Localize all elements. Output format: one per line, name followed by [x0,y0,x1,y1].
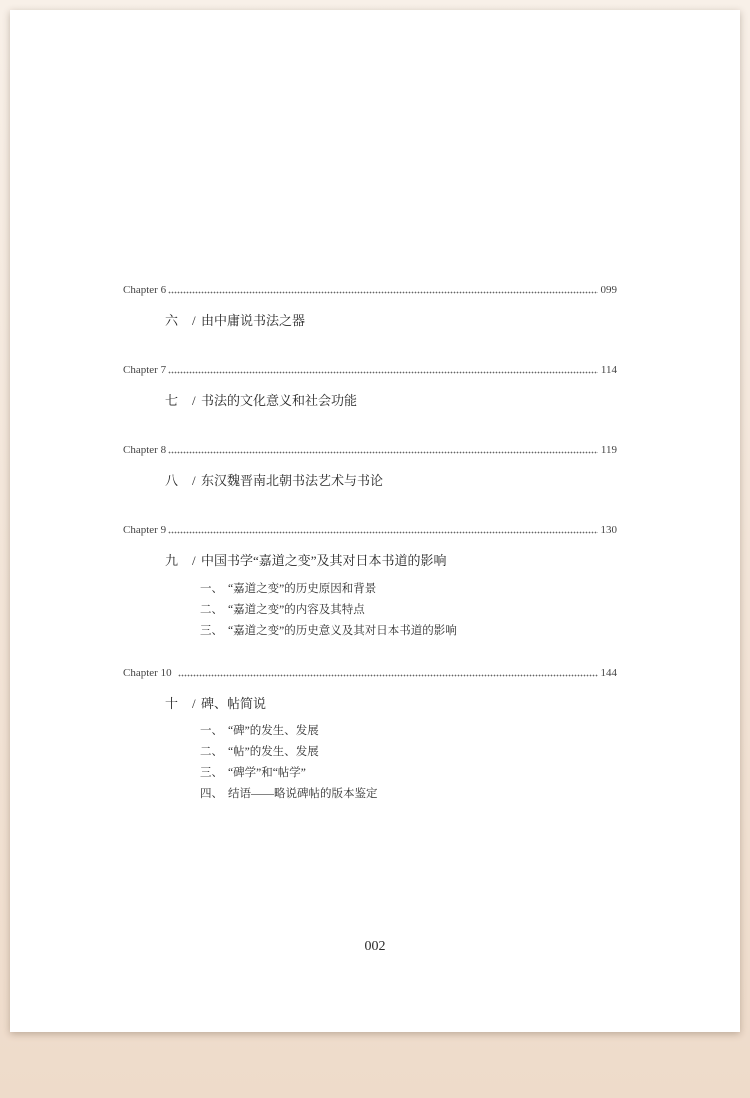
section-text: “帖”的发生、发展 [228,746,319,758]
chapter-line [123,524,617,536]
section-text: 结语——略说碑帖的版本鉴定 [228,788,378,800]
section-item [200,763,617,784]
title-separator: / [192,313,196,328]
toc-chapter-8 [123,444,617,490]
section-item [200,721,617,742]
section-text: “嘉道之变”的内容及其特点 [228,603,365,616]
section-item [200,621,617,642]
section-list [200,721,617,805]
chapter-page-number: 114 [600,364,617,376]
section-number: 三、 [200,624,223,637]
chapter-title-text: 东汉魏晋南北朝书法艺术与书论 [201,473,384,488]
chapter-line [123,444,617,456]
chapter-label: Chapter 7 [123,364,167,376]
chapter-title [123,552,617,570]
dot-leader [168,371,598,374]
toc-chapter-6 [123,284,617,330]
title-separator: / [192,393,196,408]
chapter-numeral: 六 [165,313,179,328]
chapter-numeral: 十 [165,695,179,711]
dot-leader [178,674,598,677]
section-text: “碑”的发生、发展 [228,725,319,737]
section-text: “碑学”和“帖学” [228,767,306,779]
chapter-page-number: 130 [600,524,617,536]
dot-leader [168,531,597,534]
toc-chapter-9 [123,524,617,642]
title-separator: / [192,473,196,488]
chapter-title [123,392,617,410]
chapter-numeral: 七 [165,393,179,408]
toc-chapter-10 [123,667,617,806]
chapter-numeral: 九 [165,553,179,568]
title-separator: / [192,695,196,711]
page-number: 002 [364,939,386,954]
section-item [200,579,617,600]
section-number: 一、 [200,582,223,595]
table-of-contents [123,284,617,830]
chapter-line [123,364,617,376]
section-number: 二、 [200,746,223,758]
chapter-label: Chapter 9 [123,524,167,536]
section-number: 二、 [200,603,223,616]
section-text: “嘉道之变”的历史原因和背景 [228,582,377,595]
book-page [10,10,740,1032]
dot-leader [168,291,597,294]
chapter-line [123,284,617,296]
toc-chapter-7 [123,364,617,410]
chapter-page-number: 119 [600,444,617,456]
chapter-title [123,472,617,490]
section-number: 一、 [200,725,223,737]
section-item [200,784,617,805]
chapter-title-text: 中国书学“嘉道之变”及其对日本书道的影响 [201,553,447,568]
chapter-title-text: 碑、帖简说 [201,695,267,711]
chapter-title-text: 书法的文化意义和社会功能 [201,393,358,408]
chapter-line [123,667,617,679]
chapter-numeral: 八 [165,473,179,488]
dot-leader [168,451,598,454]
section-number: 四、 [200,788,223,800]
title-separator: / [192,553,196,568]
chapter-title-text: 由中庸说书法之器 [201,313,306,328]
chapter-label: Chapter 10 [123,666,172,679]
chapter-title [123,312,617,330]
section-item [200,600,617,621]
chapter-title [123,695,617,713]
section-text: “嘉道之变”的历史意义及其对日本书道的影响 [228,624,457,637]
section-item [200,742,617,763]
section-list [200,579,617,642]
chapter-label: Chapter 8 [123,444,167,456]
chapter-page-number: 144 [600,666,617,679]
chapter-label: Chapter 6 [123,284,167,296]
chapter-page-number: 099 [600,284,617,296]
section-number: 三、 [200,767,223,779]
